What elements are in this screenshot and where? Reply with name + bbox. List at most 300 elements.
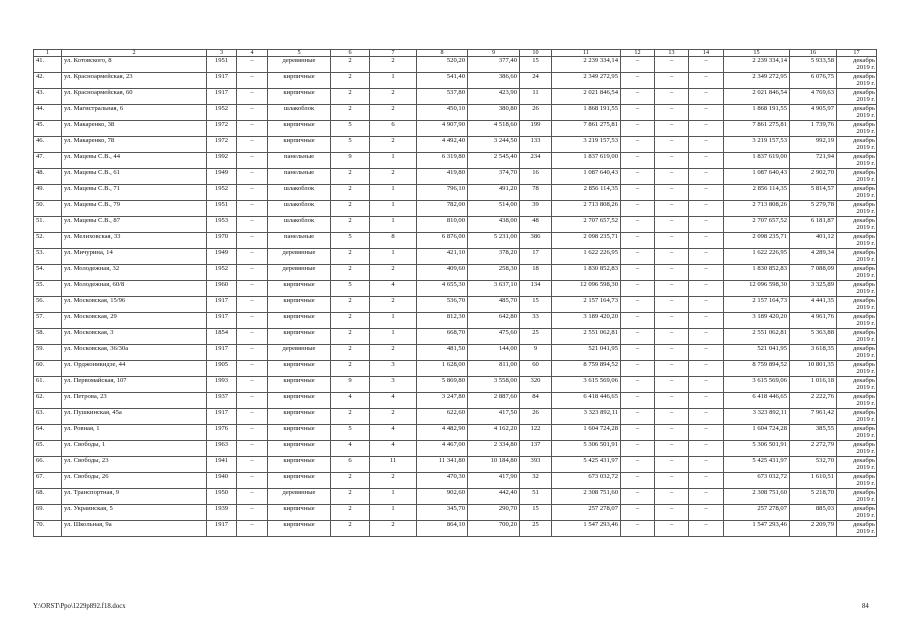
cell-address: ул. Котовского, 8: [62, 57, 207, 73]
cell-residents: 18: [520, 265, 552, 281]
cell-area-living: 491,20: [468, 185, 520, 201]
cell-cost-repair: 1 868 191,55: [724, 105, 790, 121]
cell-cost-per-m2: 4 441,35: [790, 297, 837, 313]
cell-year: 1917: [207, 297, 237, 313]
cell-deadline: декабрь 2019 г.: [837, 393, 877, 409]
cell-cost-per-m2: 5 218,70: [790, 489, 837, 505]
cell-cost-repair: 5 306 501,91: [724, 441, 790, 457]
table-row: [34, 201, 877, 217]
cell-col4: –: [237, 265, 268, 281]
cell-cost-per-m2: 4 769,63: [790, 89, 837, 105]
cell-cost-per-m2: 401,12: [790, 233, 837, 249]
cell-area-living: 2 887,60: [468, 393, 520, 409]
cell-num: 60.: [34, 361, 62, 377]
cell-year: 1976: [207, 425, 237, 441]
cell-col12: –: [621, 169, 655, 185]
cell-area-living: 642,80: [468, 313, 520, 329]
cell-material: кирпичные: [268, 297, 331, 313]
table-row: [34, 361, 877, 377]
cell-col4: –: [237, 505, 268, 521]
cell-cost-per-m2: 885,03: [790, 505, 837, 521]
cell-col14: –: [689, 105, 724, 121]
cell-col13: –: [655, 441, 689, 457]
cell-floors: 2: [331, 185, 370, 201]
cell-col12: –: [621, 489, 655, 505]
cell-year: 1952: [207, 105, 237, 121]
cell-address: ул. Красноармейская, 23: [62, 73, 207, 89]
cell-cost-repair: 5 425 431,97: [724, 457, 790, 473]
header-cell-8: 8: [417, 50, 468, 57]
header-cell-14: 14: [689, 50, 724, 57]
cell-entrances: 1: [370, 73, 417, 89]
cell-area-living: 5 231,00: [468, 233, 520, 249]
cell-floors: 5: [331, 425, 370, 441]
cell-floors: 2: [331, 89, 370, 105]
cell-floors: 2: [331, 73, 370, 89]
cell-material: деревянные: [268, 57, 331, 73]
cell-floors: 2: [331, 57, 370, 73]
cell-col12: –: [621, 137, 655, 153]
cell-col12: –: [621, 313, 655, 329]
cell-area-living: 10 184,80: [468, 457, 520, 473]
cell-year: 1949: [207, 169, 237, 185]
header-cell-4: 4: [237, 50, 268, 57]
cell-residents: 84: [520, 393, 552, 409]
cell-address: ул. Красноармейская, 60: [62, 89, 207, 105]
cell-cost-total: 1 837 619,00: [552, 153, 621, 169]
table-row: [34, 313, 877, 329]
cell-entrances: 2: [370, 297, 417, 313]
header-cell-13: 13: [655, 50, 689, 57]
cell-year: 1952: [207, 265, 237, 281]
cell-num: 63.: [34, 409, 62, 425]
cell-material: кирпичные: [268, 73, 331, 89]
cell-num: 64.: [34, 425, 62, 441]
cell-col13: –: [655, 137, 689, 153]
cell-cost-total: 3 323 892,11: [552, 409, 621, 425]
cell-area-living: 258,30: [468, 265, 520, 281]
cell-floors: 2: [331, 361, 370, 377]
cell-col12: –: [621, 73, 655, 89]
cell-address: ул. Первомайская, 107: [62, 377, 207, 393]
cell-col14: –: [689, 361, 724, 377]
cell-cost-repair: 1 830 852,83: [724, 265, 790, 281]
cell-col14: –: [689, 217, 724, 233]
table-row: [34, 105, 877, 121]
cell-col12: –: [621, 393, 655, 409]
cell-col13: –: [655, 265, 689, 281]
cell-col4: –: [237, 441, 268, 457]
cell-deadline: декабрь 2019 г.: [837, 441, 877, 457]
cell-col14: –: [689, 505, 724, 521]
cell-address: ул. Транспортная, 9: [62, 489, 207, 505]
cell-col14: –: [689, 297, 724, 313]
cell-material: кирпичные: [268, 329, 331, 345]
cell-num: 43.: [34, 89, 62, 105]
cell-area-total: 864,10: [417, 521, 468, 537]
cell-area-living: 514,00: [468, 201, 520, 217]
cell-deadline: декабрь 2019 г.: [837, 281, 877, 297]
table-row: [34, 169, 877, 185]
cell-cost-total: 2 098 235,71: [552, 233, 621, 249]
cell-material: деревянные: [268, 345, 331, 361]
cell-entrances: 1: [370, 217, 417, 233]
cell-year: 1970: [207, 233, 237, 249]
cell-year: 1941: [207, 457, 237, 473]
cell-material: деревянные: [268, 249, 331, 265]
cell-floors: 2: [331, 505, 370, 521]
cell-floors: 4: [331, 393, 370, 409]
cell-material: панельные: [268, 169, 331, 185]
cell-floors: 2: [331, 105, 370, 121]
cell-area-total: 4 467,00: [417, 441, 468, 457]
cell-col4: –: [237, 345, 268, 361]
cell-area-total: 6 319,80: [417, 153, 468, 169]
cell-cost-repair: 7 861 275,81: [724, 121, 790, 137]
cell-cost-repair: 2 349 272,95: [724, 73, 790, 89]
cell-year: 1917: [207, 73, 237, 89]
cell-deadline: декабрь 2019 г.: [837, 137, 877, 153]
cell-col12: –: [621, 361, 655, 377]
cell-floors: 4: [331, 441, 370, 457]
cell-col14: –: [689, 345, 724, 361]
cell-cost-total: 1 087 640,43: [552, 169, 621, 185]
cell-residents: 134: [520, 281, 552, 297]
cell-num: 69.: [34, 505, 62, 521]
table-row: [34, 409, 877, 425]
cell-residents: 26: [520, 105, 552, 121]
cell-col12: –: [621, 521, 655, 537]
cell-cost-per-m2: 3 325,89: [790, 281, 837, 297]
cell-num: 44.: [34, 105, 62, 121]
cell-year: 1972: [207, 137, 237, 153]
cell-address: ул. Мацевы С.В., 71: [62, 185, 207, 201]
cell-cost-repair: 2 157 164,73: [724, 297, 790, 313]
cell-num: 62.: [34, 393, 62, 409]
document-page: [33, 49, 876, 537]
cell-cost-per-m2: 7 088,09: [790, 265, 837, 281]
cell-year: 1972: [207, 121, 237, 137]
cell-col12: –: [621, 185, 655, 201]
cell-area-total: 419,80: [417, 169, 468, 185]
cell-col13: –: [655, 425, 689, 441]
cell-area-living: 475,60: [468, 329, 520, 345]
cell-col4: –: [237, 57, 268, 73]
table-row: [34, 233, 877, 249]
cell-year: 1960: [207, 281, 237, 297]
cell-cost-total: 2 349 272,95: [552, 73, 621, 89]
cell-residents: 25: [520, 521, 552, 537]
cell-residents: 386: [520, 233, 552, 249]
cell-material: панельные: [268, 153, 331, 169]
cell-col12: –: [621, 473, 655, 489]
cell-deadline: декабрь 2019 г.: [837, 409, 877, 425]
table-row: [34, 393, 877, 409]
cell-entrances: 4: [370, 281, 417, 297]
cell-area-total: 622,60: [417, 409, 468, 425]
cell-area-living: 4 162,20: [468, 425, 520, 441]
cell-col13: –: [655, 489, 689, 505]
cell-address: ул. Московская, 36/30а: [62, 345, 207, 361]
cell-address: ул. Московская, 29: [62, 313, 207, 329]
cell-col12: –: [621, 249, 655, 265]
cell-floors: 2: [331, 169, 370, 185]
cell-year: 1917: [207, 345, 237, 361]
cell-col13: –: [655, 473, 689, 489]
header-cell-10: 10: [520, 50, 552, 57]
cell-cost-repair: 3 219 157,53: [724, 137, 790, 153]
cell-address: ул. Мацевы С.В., 61: [62, 169, 207, 185]
cell-floors: 2: [331, 313, 370, 329]
cell-address: ул. Молодежная, 60/8: [62, 281, 207, 297]
cell-cost-total: 1 830 852,83: [552, 265, 621, 281]
cell-col4: –: [237, 105, 268, 121]
cell-address: ул. Мацевы С.В., 87: [62, 217, 207, 233]
cell-cost-total: 2 713 808,26: [552, 201, 621, 217]
cell-cost-per-m2: 5 814,57: [790, 185, 837, 201]
cell-num: 65.: [34, 441, 62, 457]
cell-address: ул. Молодежная, 32: [62, 265, 207, 281]
cell-deadline: декабрь 2019 г.: [837, 57, 877, 73]
cell-area-total: 3 247,80: [417, 393, 468, 409]
cell-cost-repair: 2 021 846,54: [724, 89, 790, 105]
cell-floors: 5: [331, 121, 370, 137]
cell-area-total: 450,10: [417, 105, 468, 121]
cell-col14: –: [689, 73, 724, 89]
cell-cost-repair: 2 713 808,26: [724, 201, 790, 217]
cell-area-living: 417,50: [468, 409, 520, 425]
cell-col4: –: [237, 169, 268, 185]
cell-num: 48.: [34, 169, 62, 185]
cell-cost-repair: 2 707 657,52: [724, 217, 790, 233]
cell-col4: –: [237, 217, 268, 233]
cell-entrances: 2: [370, 57, 417, 73]
cell-material: кирпичные: [268, 393, 331, 409]
header-cell-15: 15: [724, 50, 790, 57]
cell-residents: 15: [520, 57, 552, 73]
cell-area-total: 812,30: [417, 313, 468, 329]
cell-col4: –: [237, 201, 268, 217]
cell-entrances: 1: [370, 505, 417, 521]
cell-year: 1917: [207, 409, 237, 425]
cell-area-total: 782,00: [417, 201, 468, 217]
cell-entrances: 1: [370, 329, 417, 345]
cell-cost-repair: 1 547 293,46: [724, 521, 790, 537]
cell-col13: –: [655, 377, 689, 393]
header-cell-5: 5: [268, 50, 331, 57]
cell-address: ул. Петрова, 23: [62, 393, 207, 409]
cell-entrances: 1: [370, 313, 417, 329]
cell-deadline: декабрь 2019 г.: [837, 249, 877, 265]
cell-col4: –: [237, 361, 268, 377]
cell-cost-per-m2: 385,55: [790, 425, 837, 441]
cell-area-total: 1 628,00: [417, 361, 468, 377]
cell-cost-repair: 2 308 751,60: [724, 489, 790, 505]
cell-cost-per-m2: 6 076,75: [790, 73, 837, 89]
cell-col4: –: [237, 153, 268, 169]
cell-residents: 78: [520, 185, 552, 201]
cell-residents: 26: [520, 409, 552, 425]
cell-deadline: декабрь 2019 г.: [837, 153, 877, 169]
cell-deadline: декабрь 2019 г.: [837, 185, 877, 201]
cell-year: 1963: [207, 441, 237, 457]
cell-col12: –: [621, 377, 655, 393]
table-header-row: [34, 50, 877, 57]
cell-cost-per-m2: 532,70: [790, 457, 837, 473]
cell-floors: 2: [331, 489, 370, 505]
cell-cost-per-m2: 992,19: [790, 137, 837, 153]
cell-cost-total: 2 707 657,52: [552, 217, 621, 233]
cell-num: 68.: [34, 489, 62, 505]
cell-material: кирпичные: [268, 137, 331, 153]
cell-address: ул. Мацевы С.В., 44: [62, 153, 207, 169]
cell-entrances: 3: [370, 361, 417, 377]
cell-col14: –: [689, 473, 724, 489]
cell-material: шлакоблок: [268, 201, 331, 217]
cell-year: 1949: [207, 249, 237, 265]
cell-entrances: 2: [370, 345, 417, 361]
cell-area-living: 386,60: [468, 73, 520, 89]
cell-col13: –: [655, 201, 689, 217]
cell-year: 1951: [207, 201, 237, 217]
cell-col13: –: [655, 457, 689, 473]
cell-num: 57.: [34, 313, 62, 329]
cell-cost-total: 8 759 894,52: [552, 361, 621, 377]
cell-cost-per-m2: 4 905,97: [790, 105, 837, 121]
cell-col12: –: [621, 409, 655, 425]
table-row: [34, 217, 877, 233]
cell-area-total: 421,10: [417, 249, 468, 265]
cell-cost-per-m2: 5 363,88: [790, 329, 837, 345]
cell-col12: –: [621, 281, 655, 297]
cell-area-total: 537,80: [417, 89, 468, 105]
header-cell-11: 11: [552, 50, 621, 57]
cell-deadline: декабрь 2019 г.: [837, 217, 877, 233]
cell-cost-per-m2: 2 902,70: [790, 169, 837, 185]
cell-col4: –: [237, 393, 268, 409]
cell-entrances: 11: [370, 457, 417, 473]
cell-num: 53.: [34, 249, 62, 265]
cell-area-living: 3 637,10: [468, 281, 520, 297]
cell-entrances: 4: [370, 393, 417, 409]
cell-entrances: 1: [370, 201, 417, 217]
cell-area-living: 377,40: [468, 57, 520, 73]
cell-cost-repair: 6 418 446,65: [724, 393, 790, 409]
cell-col12: –: [621, 505, 655, 521]
header-cell-9: 9: [468, 50, 520, 57]
cell-area-total: 481,50: [417, 345, 468, 361]
cell-area-total: 541,40: [417, 73, 468, 89]
cell-col12: –: [621, 153, 655, 169]
cell-residents: 15: [520, 297, 552, 313]
cell-deadline: декабрь 2019 г.: [837, 361, 877, 377]
cell-col14: –: [689, 233, 724, 249]
cell-col14: –: [689, 137, 724, 153]
cell-area-living: 2 545,40: [468, 153, 520, 169]
cell-col13: –: [655, 89, 689, 105]
cell-material: кирпичные: [268, 441, 331, 457]
cell-deadline: декабрь 2019 г.: [837, 377, 877, 393]
cell-floors: 2: [331, 201, 370, 217]
cell-deadline: декабрь 2019 г.: [837, 457, 877, 473]
cell-area-total: 810,00: [417, 217, 468, 233]
cell-num: 47.: [34, 153, 62, 169]
cell-cost-repair: 1 604 724,28: [724, 425, 790, 441]
cell-col12: –: [621, 105, 655, 121]
cell-material: кирпичные: [268, 409, 331, 425]
header-cell-17: 17: [837, 50, 877, 57]
cell-cost-per-m2: 2 272,79: [790, 441, 837, 457]
cell-deadline: декабрь 2019 г.: [837, 73, 877, 89]
cell-area-total: 4 492,40: [417, 137, 468, 153]
cell-col14: –: [689, 489, 724, 505]
cell-cost-total: 1 604 724,28: [552, 425, 621, 441]
table-row: [34, 441, 877, 457]
cell-cost-repair: 3 323 892,11: [724, 409, 790, 425]
cell-area-living: 811,00: [468, 361, 520, 377]
cell-deadline: декабрь 2019 г.: [837, 313, 877, 329]
cell-col4: –: [237, 329, 268, 345]
table-row: [34, 185, 877, 201]
cell-residents: 24: [520, 73, 552, 89]
cell-cost-total: 3 615 569,06: [552, 377, 621, 393]
cell-col14: –: [689, 441, 724, 457]
cell-deadline: декабрь 2019 г.: [837, 201, 877, 217]
cell-col14: –: [689, 185, 724, 201]
cell-residents: 39: [520, 201, 552, 217]
cell-area-living: 423,90: [468, 89, 520, 105]
header-cell-16: 16: [790, 50, 837, 57]
cell-cost-total: 2 239 334,14: [552, 57, 621, 73]
cell-floors: 2: [331, 329, 370, 345]
cell-num: 49.: [34, 185, 62, 201]
cell-year: 1854: [207, 329, 237, 345]
cell-material: деревянные: [268, 489, 331, 505]
cell-col13: –: [655, 361, 689, 377]
cell-cost-repair: 673 032,72: [724, 473, 790, 489]
cell-cost-per-m2: 5 279,78: [790, 201, 837, 217]
cell-floors: 6: [331, 457, 370, 473]
cell-area-total: 4 482,90: [417, 425, 468, 441]
cell-cost-per-m2: 1 739,76: [790, 121, 837, 137]
cell-col12: –: [621, 201, 655, 217]
cell-entrances: 2: [370, 521, 417, 537]
cell-residents: 199: [520, 121, 552, 137]
cell-residents: 51: [520, 489, 552, 505]
cell-residents: 234: [520, 153, 552, 169]
cell-col4: –: [237, 409, 268, 425]
cell-address: ул. Макаренко, 38: [62, 121, 207, 137]
cell-cost-repair: 2 239 334,14: [724, 57, 790, 73]
cell-area-total: 796,10: [417, 185, 468, 201]
cell-num: 59.: [34, 345, 62, 361]
cell-col12: –: [621, 265, 655, 281]
cell-deadline: декабрь 2019 г.: [837, 169, 877, 185]
cell-entrances: 1: [370, 185, 417, 201]
cell-col13: –: [655, 249, 689, 265]
cell-cost-per-m2: 3 618,35: [790, 345, 837, 361]
cell-area-living: 3 558,00: [468, 377, 520, 393]
cell-col4: –: [237, 73, 268, 89]
cell-floors: 5: [331, 137, 370, 153]
table-row: [34, 265, 877, 281]
cell-area-living: 290,70: [468, 505, 520, 521]
cell-residents: 60: [520, 361, 552, 377]
cell-cost-repair: 1 837 619,00: [724, 153, 790, 169]
cell-area-total: 520,20: [417, 57, 468, 73]
cell-material: кирпичные: [268, 361, 331, 377]
table-row: [34, 329, 877, 345]
